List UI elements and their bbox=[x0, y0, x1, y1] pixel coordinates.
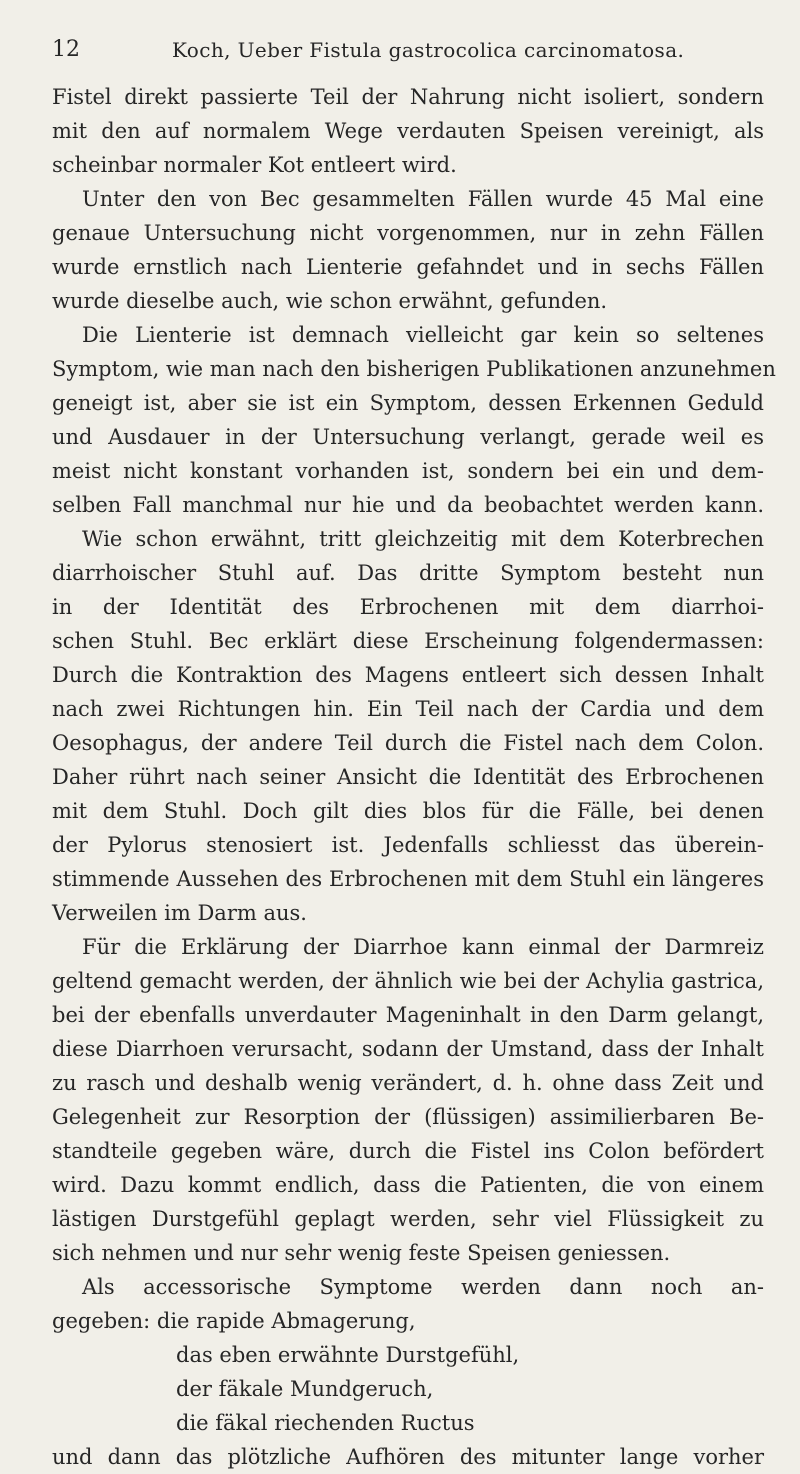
text-line: Daher rührt nach seiner Ansicht die Identität des Erbrochenen bbox=[52, 765, 764, 789]
text-line: mit dem Stuhl. Doch gilt dies blos für die Fälle, bei denen bbox=[52, 799, 764, 823]
text-line: Für die Erklärung der Diarrhoe kann einmal der Darmreiz bbox=[82, 935, 764, 959]
page-header bbox=[52, 34, 762, 66]
text-line: Verweilen im Darm aus. bbox=[52, 901, 307, 925]
list-item: das eben erwähnte Durstgefühl, bbox=[176, 1343, 520, 1367]
text-line: meist nicht konstant vorhanden ist, sondern bei ein und dem- bbox=[52, 459, 764, 483]
text-line: Die Lienterie ist demnach vielleicht gar kein so seltenes bbox=[82, 323, 764, 347]
text-line: lästigen Durstgefühl geplagt werden, sehr viel Flüssigkeit zu bbox=[52, 1207, 764, 1231]
text-line: nach zwei Richtungen hin. Ein Teil nach der Cardia und dem bbox=[52, 697, 764, 721]
text-line: wird. Dazu kommt endlich, dass die Patienten, die von einem bbox=[52, 1173, 764, 1197]
text-line: wurde dieselbe auch, wie schon erwähnt, gefunden. bbox=[52, 289, 608, 313]
text-line: geneigt ist, aber sie ist ein Symptom, dessen Erkennen Geduld bbox=[52, 391, 764, 415]
text-line: Wie schon erwähnt, tritt gleichzeitig mit dem Koterbrechen bbox=[82, 527, 764, 551]
text-line: Gelegenheit zur Resorption der (flüssigen) assimilierbaren Be- bbox=[52, 1105, 764, 1129]
text-line: stimmende Aussehen des Erbrochenen mit dem Stuhl ein längeres bbox=[52, 867, 764, 891]
text-line: selben Fall manchmal nur hie und da beobachtet werden kann. bbox=[52, 493, 764, 517]
text-line: Unter den von Bec gesammelten Fällen wurde 45 Mal eine bbox=[82, 187, 764, 211]
page-number: 12 bbox=[52, 37, 80, 62]
text-line: Fistel direkt passierte Teil der Nahrung nicht isoliert, sondern bbox=[52, 85, 764, 109]
text-line: sich nehmen und nur sehr wenig feste Speisen geniessen. bbox=[52, 1241, 671, 1265]
text-line: zu rasch und deshalb wenig verändert, d. h. ohne dass Zeit und bbox=[52, 1071, 764, 1095]
text-line: wurde ernstlich nach Lienterie gefahndet und in sechs Fällen bbox=[52, 255, 764, 279]
running-title: Koch, Ueber Fistula gastrocolica carcinomatosa. bbox=[172, 38, 685, 62]
text-line: diese Diarrhoen verursacht, sodann der Umstand, dass der Inhalt bbox=[52, 1037, 764, 1061]
text-line: standteile gegeben wäre, durch die Fistel ins Colon befördert bbox=[52, 1139, 764, 1163]
list-item: der fäkale Mundgeruch, bbox=[176, 1377, 434, 1401]
list-item: die fäkal riechenden Ructus bbox=[176, 1411, 475, 1435]
text-line: Oesophagus, der andere Teil durch die Fistel nach dem Colon. bbox=[52, 731, 764, 755]
text-line: bei der ebenfalls unverdauter Mageninhalt in den Darm gelangt, bbox=[52, 1003, 764, 1027]
text-line: und dann das plötzliche Aufhören des mitunter lange vorher bbox=[52, 1445, 764, 1469]
body-text bbox=[52, 80, 776, 1474]
text-line: der Pylorus stenosiert ist. Jedenfalls schliesst das überein- bbox=[52, 833, 764, 857]
text-line: schen Stuhl. Bec erklärt diese Erscheinung folgendermassen: bbox=[52, 629, 764, 653]
text-line: in der Identität des Erbrochenen mit dem diarrhoi- bbox=[52, 595, 764, 619]
text-line: genaue Untersuchung nicht vorgenommen, nur in zehn Fällen bbox=[52, 221, 764, 245]
text-line: Durch die Kontraktion des Magens entleert sich dessen Inhalt bbox=[52, 663, 764, 687]
text-line: und Ausdauer in der Untersuchung verlangt, gerade weil es bbox=[52, 425, 764, 449]
text-line: diarrhoischer Stuhl auf. Das dritte Symptom besteht nun bbox=[52, 561, 764, 585]
text-line: Als accessorische Symptome werden dann noch an- bbox=[82, 1275, 764, 1299]
text-line: geltend gemacht werden, der ähnlich wie bei der Achylia gastrica, bbox=[52, 969, 764, 993]
text-line: mit den auf normalem Wege verdauten Speisen vereinigt, als bbox=[52, 119, 764, 143]
text-line: Symptom, wie man nach den bisherigen Publikationen anzunehmen bbox=[52, 357, 776, 381]
text-line: gegeben: die rapide Abmagerung, bbox=[52, 1309, 416, 1333]
text-line: scheinbar normaler Kot entleert wird. bbox=[52, 153, 457, 177]
